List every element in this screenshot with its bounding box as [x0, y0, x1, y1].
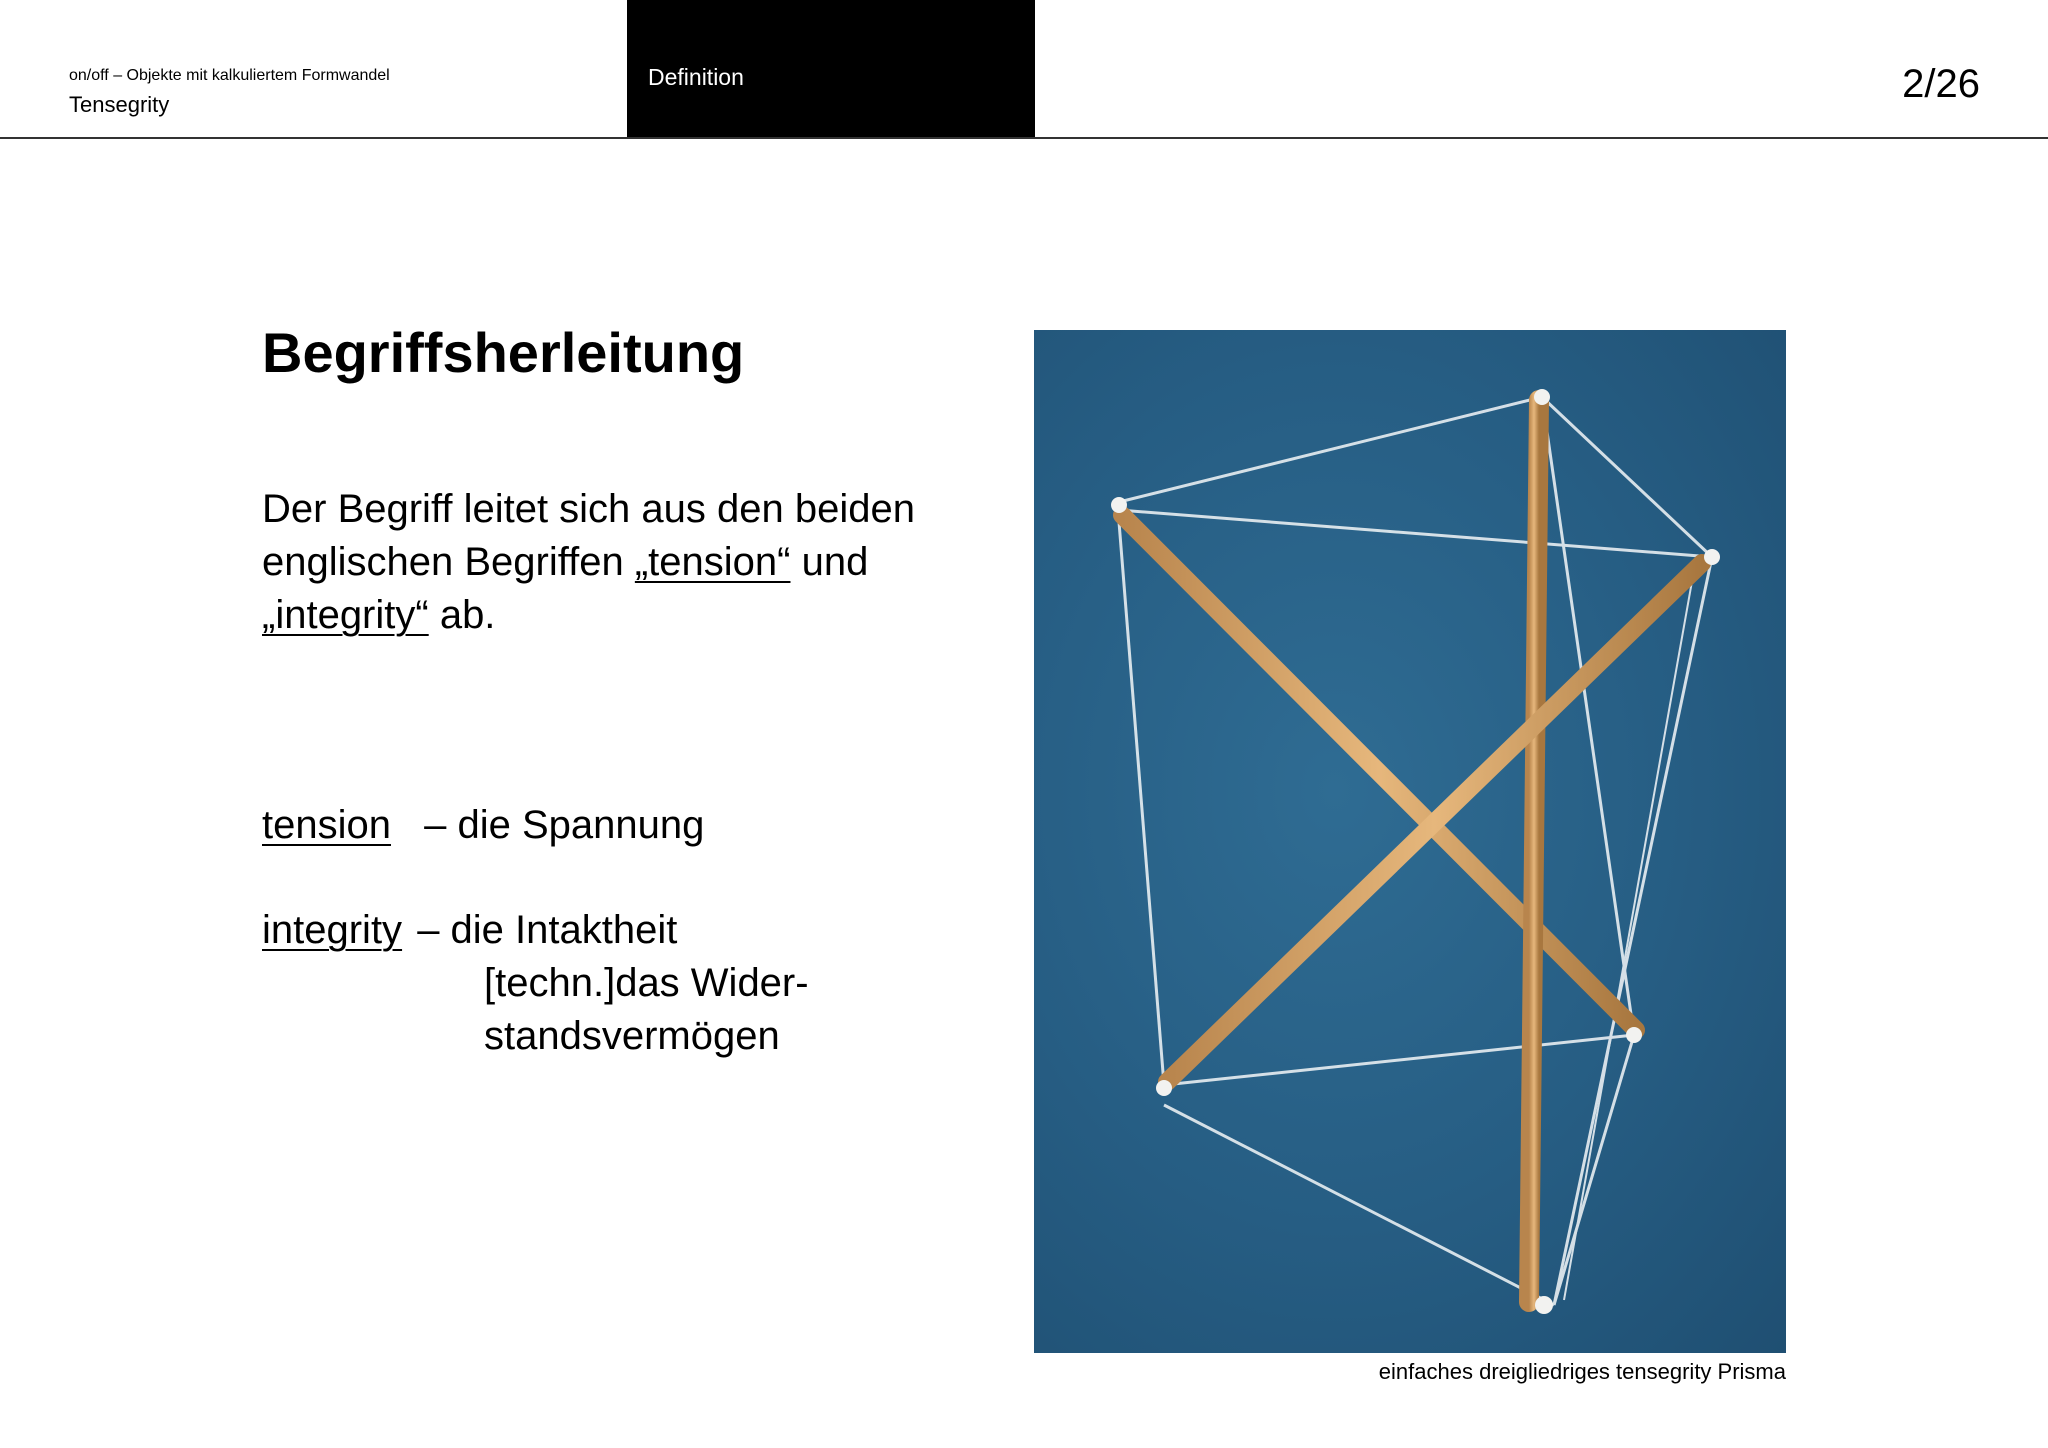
term-row-tension — [262, 799, 704, 852]
topic-title: Tensegrity — [69, 92, 170, 117]
project-title: on/off – Objekte mit kalkuliertem Formwandel — [69, 67, 390, 84]
intro-paragraph — [262, 483, 982, 642]
intro-text-3: ab. — [428, 593, 496, 637]
section-label: Definition — [648, 64, 744, 90]
term-integrity: integrity — [262, 908, 403, 952]
page-title: Begriffsherleitung — [262, 321, 745, 384]
definition-integrity-technical-2: standsvermögen — [484, 1014, 780, 1058]
definition-integrity-technical-1: [techn.]das Wider- — [484, 961, 809, 1005]
intro-term-integrity: „integrity“ — [262, 593, 429, 637]
intro-text-2: und — [790, 540, 869, 584]
term-tension: tension — [262, 803, 391, 847]
term-row-integrity — [262, 904, 677, 957]
intro-text-1: Der Begriff leitet sich aus den beiden englischen Begriffen — [262, 487, 915, 584]
header-title-block — [69, 66, 390, 120]
tensegrity-prism-photo — [1034, 330, 1786, 1353]
definition-integrity: – die Intaktheit — [417, 908, 678, 952]
definition-tension: – die Spannung — [424, 803, 705, 847]
intro-term-tension: „tension“ — [634, 540, 791, 584]
figure-caption: einfaches dreigliedriges tensegrity Prisma — [1378, 1359, 1786, 1384]
slide-header — [0, 0, 2048, 139]
page-number: 2/26 — [1902, 62, 1980, 106]
struts — [1122, 400, 1702, 1302]
section-tab — [627, 0, 1035, 137]
tensegrity-prism-illustration — [1034, 330, 1786, 1353]
